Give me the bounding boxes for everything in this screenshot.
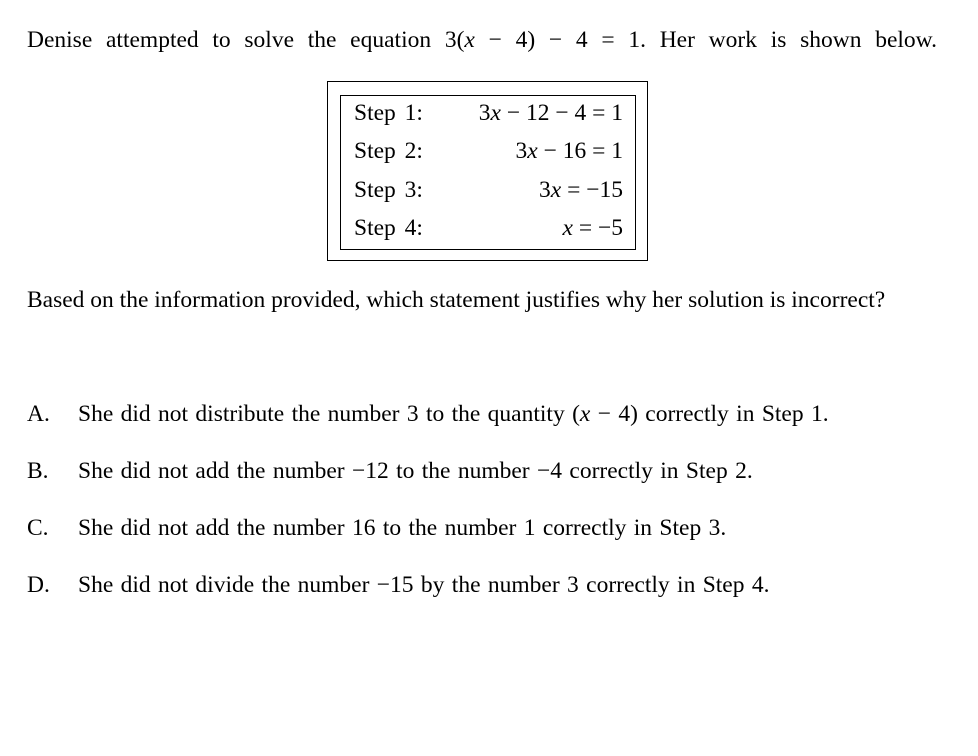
intro-suffix: − 4) − 4 = 1. Her work is shown below.: [474, 27, 937, 53]
step-equation: 3x = −15: [539, 177, 623, 203]
choice-text: She did not add the number −12 to the number −4 correctly in Step 2.: [78, 458, 753, 484]
question-text: Based on the information provided, which statement justifies why her solution is incorrect?: [27, 287, 886, 313]
choice-letter: D.: [27, 572, 50, 598]
intro-prefix: Denise attempted to solve the equation 3(: [27, 27, 465, 53]
step-row-1: [341, 98, 635, 128]
choice-d[interactable]: [27, 569, 947, 601]
choice-letter: A.: [27, 401, 50, 427]
step-row-4: [341, 213, 635, 243]
choice-letter: C.: [27, 515, 49, 541]
intro-variable: x: [464, 27, 475, 53]
step-label: Step 4:: [354, 215, 423, 241]
step-equation: x = −5: [562, 215, 623, 241]
choice-text: She did not divide the number −15 by the number 3 correctly in Step 4.: [78, 572, 770, 598]
step-label: Step 2:: [354, 138, 423, 164]
step-label: Step 1:: [354, 100, 423, 126]
work-box-outer: [327, 81, 648, 261]
step-row-3: [341, 175, 635, 205]
choice-b[interactable]: [27, 455, 947, 487]
choice-letter: B.: [27, 458, 49, 484]
work-box-inner: [340, 95, 636, 250]
step-row-2: [341, 136, 635, 166]
step-equation: 3x − 12 − 4 = 1: [478, 100, 623, 126]
choice-c[interactable]: [27, 512, 947, 544]
choice-a[interactable]: [27, 398, 947, 430]
choice-text: She did not distribute the number 3 to the quantity (x − 4) correctly in Step 1.: [78, 401, 829, 427]
choice-text: She did not add the number 16 to the number 1 correctly in Step 3.: [78, 515, 727, 541]
step-equation: 3x − 16 = 1: [515, 138, 623, 164]
step-label: Step 3:: [354, 177, 423, 203]
problem-intro: [27, 24, 937, 56]
